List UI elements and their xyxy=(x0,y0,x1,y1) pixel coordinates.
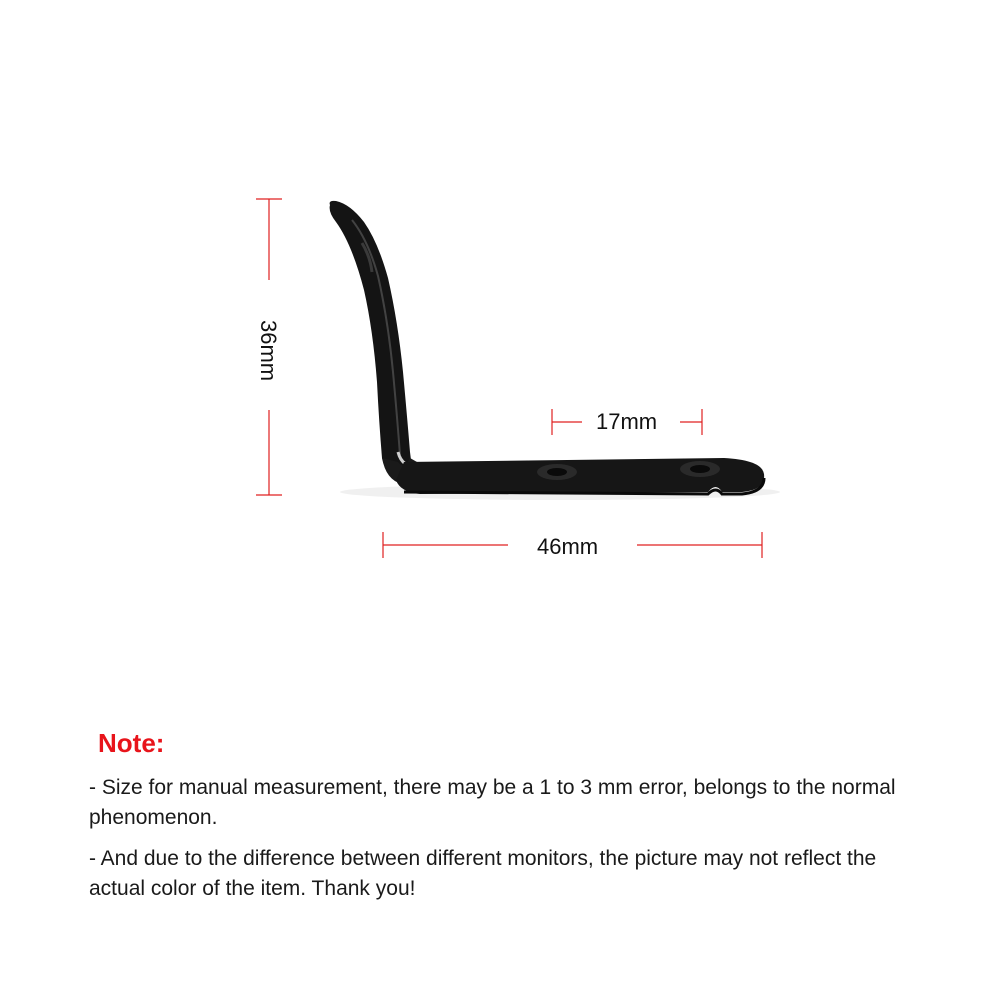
note-title: Note: xyxy=(98,728,165,758)
dimension-height-label: 36mm xyxy=(256,320,281,382)
bracket-hole-2-inner xyxy=(690,465,710,473)
bracket-vertical-arm xyxy=(330,201,412,478)
dimension-length-label: 46mm xyxy=(537,534,599,559)
bracket-hole-1-inner xyxy=(547,468,567,476)
note-line-2: - And due to the difference between different monitors, the picture may not reflect the actual color of the item. Thank you! xyxy=(89,847,877,900)
note-line-1: - Size for manual measurement, there may be a 1 to 3 mm error, belongs to the normal phenomenon. xyxy=(89,776,896,829)
dimension-hole-spacing-label: 17mm xyxy=(596,409,658,434)
